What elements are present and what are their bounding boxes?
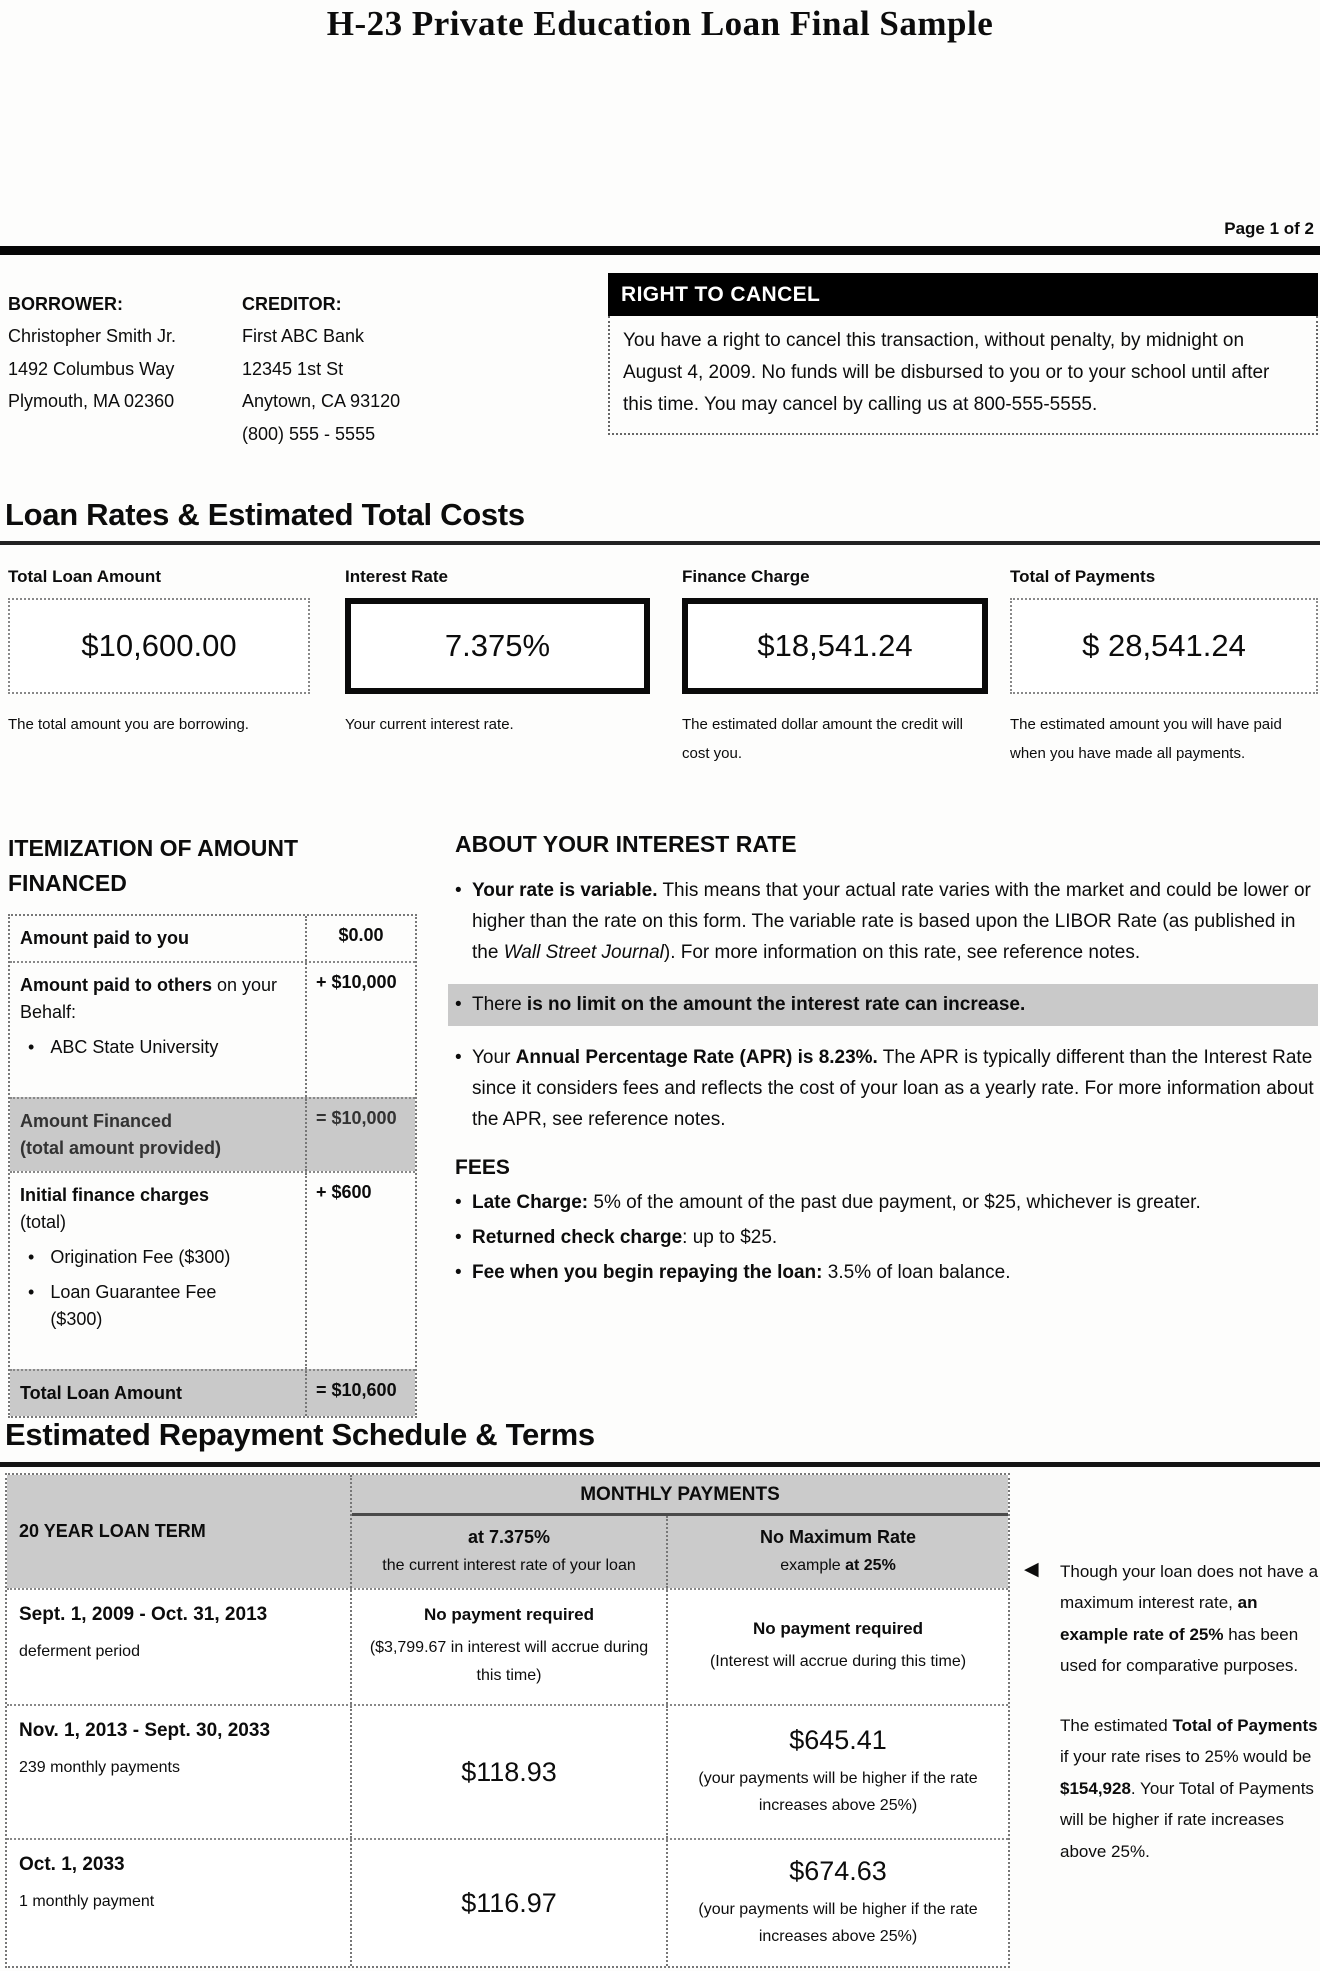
finance-charge-box [682, 567, 988, 769]
doc-title: H-23 Private Education Loan Final Sample [326, 4, 994, 43]
borrower-section [8, 288, 233, 418]
fees-heading: FEES [455, 1155, 510, 1179]
total-loan-amount-caption: The total amount you are borrowing. [8, 716, 249, 733]
finance-charge-label: Finance Charge [682, 567, 810, 586]
repayment-rule [0, 1462, 1320, 1467]
total-loan-amount-value: $10,600.00 [8, 598, 310, 694]
rate-variable-bullet: • Your rate is variable. This means that your actual rate varies with the market and could be lower or higher than the rate on this form. The variable rate is based upon the LIBOR Rate (as published in the Wall Street Journal). For more information on this rate, see reference notes. [455, 876, 1318, 969]
borrower-name: Christopher Smith Jr. [8, 326, 177, 347]
fee-item-repayment-fee: • Fee when you begin repaying the loan: 3.5% of loan balance. [455, 1258, 1318, 1288]
about-rate-heading: ABOUT YOUR INTEREST RATE [455, 831, 797, 857]
repayment-heading: Estimated Repayment Schedule & Terms [5, 1417, 595, 1452]
table-row: Total Loan Amount = $10,600 [10, 1369, 415, 1416]
finance-charge-value: $18,541.24 [682, 598, 988, 694]
bullet-dot: • [28, 1282, 35, 1302]
total-of-payments-value: $ 28,541.24 [1010, 598, 1318, 694]
creditor-label: CREDITOR: [242, 294, 342, 314]
table-row: Initial finance charges (total) • Origination Fee ($300) • Loan Guarantee Fee ($300) + $600 [10, 1171, 415, 1369]
page-indicator: Page 1 of 2 [1224, 219, 1314, 238]
total-of-payments-box [1010, 567, 1318, 769]
borrower-street: 1492 Columbus Way [8, 358, 175, 379]
left-triangle-icon: ◀ [1024, 1559, 1039, 1580]
monthly-payments-header: MONTHLY PAYMENTS [352, 1475, 1008, 1516]
borrower-city: Plymouth, MA 02360 [8, 391, 175, 412]
finance-charge-caption: The estimated dollar amount the credit will cost you. [682, 716, 963, 763]
table-row: Amount Financed (total amount provided) = $10,000 [10, 1097, 415, 1171]
total-loan-amount-box [8, 567, 310, 739]
repayment-row-payments: Nov. 1, 2013 - Sept. 30, 2033 239 monthly payments $118.93 $645.41 (your payments will be higher if the rate increases above 25%) [7, 1704, 1008, 1838]
fee-item-late-charge: • Late Charge: 5% of the amount of the past due payment, or $25, whichever is greater. [455, 1188, 1318, 1218]
total-of-payments-label: Total of Payments [1010, 567, 1156, 586]
creditor-city: Anytown, CA 93120 [242, 391, 401, 412]
right-to-cancel-title: RIGHT TO CANCEL [608, 273, 1318, 316]
repayment-row-deferment: Sept. 1, 2009 - Oct. 31, 2013 deferment period No payment required ($3,799.67 in interest will accrue during this time) No payment required (Interest will accrue during this time) [7, 1588, 1008, 1704]
loan-rates-section [0, 497, 1320, 827]
loan-rates-heading: Loan Rates & Estimated Total Costs [5, 497, 525, 532]
creditor-section [242, 288, 472, 450]
current-rate-column-header: at 7.375% the current interest rate of your loan [352, 1516, 668, 1588]
repayment-row-final: Oct. 1, 2033 1 monthly payment $116.97 $674.63 (your payments will be higher if the rate increases above 25%) [7, 1838, 1008, 1966]
bullet-dot: • [455, 1046, 462, 1068]
bullet-dot: • [28, 1037, 35, 1057]
right-to-cancel-body: You have a right to cancel this transaction, without penalty, by midnight on August 4, 2009. No funds will be disbursed to you or to your school until after this time. You may cancel by calling us at 800-555-5555. [608, 316, 1318, 435]
top-divider [0, 246, 1320, 255]
repayment-section [0, 1417, 1320, 1971]
interest-rate-caption: Your current interest rate. [345, 716, 514, 733]
itemization-section [8, 831, 417, 1418]
interest-rate-box [345, 567, 650, 739]
side-note-total-payments: The estimated Total of Payments if your rate rises to 25% would be $154,928. Your Total of Payments will be higher if rate increases above 25%. [1060, 1715, 1318, 1861]
repayment-table [5, 1473, 1010, 1968]
repayment-table-header [7, 1475, 1008, 1588]
term-column-header: 20 YEAR LOAN TERM [7, 1475, 352, 1588]
bullet-dot: • [28, 1247, 35, 1267]
about-interest-rate-section [455, 831, 1318, 1293]
total-loan-amount-label: Total Loan Amount [8, 567, 161, 586]
bullet-dot: • [455, 1261, 462, 1283]
creditor-name: First ABC Bank [242, 326, 365, 347]
bullet-dot: • [455, 993, 462, 1015]
interest-rate-label: Interest Rate [345, 567, 448, 586]
total-of-payments-caption: The estimated amount you will have paid when you have made all payments. [1010, 716, 1282, 763]
borrower-label: BORROWER: [8, 294, 123, 314]
itemization-heading: ITEMIZATION OF AMOUNT FINANCED [8, 835, 299, 896]
bullet-dot: • [455, 1226, 462, 1248]
interest-rate-value: 7.375% [345, 598, 650, 694]
table-row: Amount paid to others on your Behalf: • ABC State University + $10,000 [10, 961, 415, 1097]
right-to-cancel-box [608, 273, 1318, 435]
loan-rates-rule [0, 541, 1320, 545]
itemization-table [8, 914, 417, 1418]
creditor-phone: (800) 555 - 5555 [242, 423, 376, 444]
no-limit-highlight: • There is no limit on the amount the interest rate can increase. [448, 984, 1318, 1026]
table-row: Amount paid to you $0.00 [10, 916, 415, 961]
bullet-dot: • [455, 1191, 462, 1213]
fee-item-returned-check: • Returned check charge: up to $25. [455, 1223, 1318, 1253]
side-note-max-rate: Though your loan does not have a maximum interest rate, an example rate of 25% has been used for comparative purposes. [1060, 1562, 1319, 1676]
max-rate-column-header: No Maximum Rate example at 25% [759, 1527, 917, 1574]
side-notes [1024, 1556, 1320, 1867]
bullet-dot: • [455, 880, 462, 901]
creditor-street: 12345 1st St [242, 358, 344, 379]
apr-bullet: • Your Annual Percentage Rate (APR) is 8.23%. The APR is typically different than the Interest Rate since it considers fees and reflects the cost of your loan as a yearly rate. For more information about the APR, see reference notes. [455, 1043, 1318, 1136]
